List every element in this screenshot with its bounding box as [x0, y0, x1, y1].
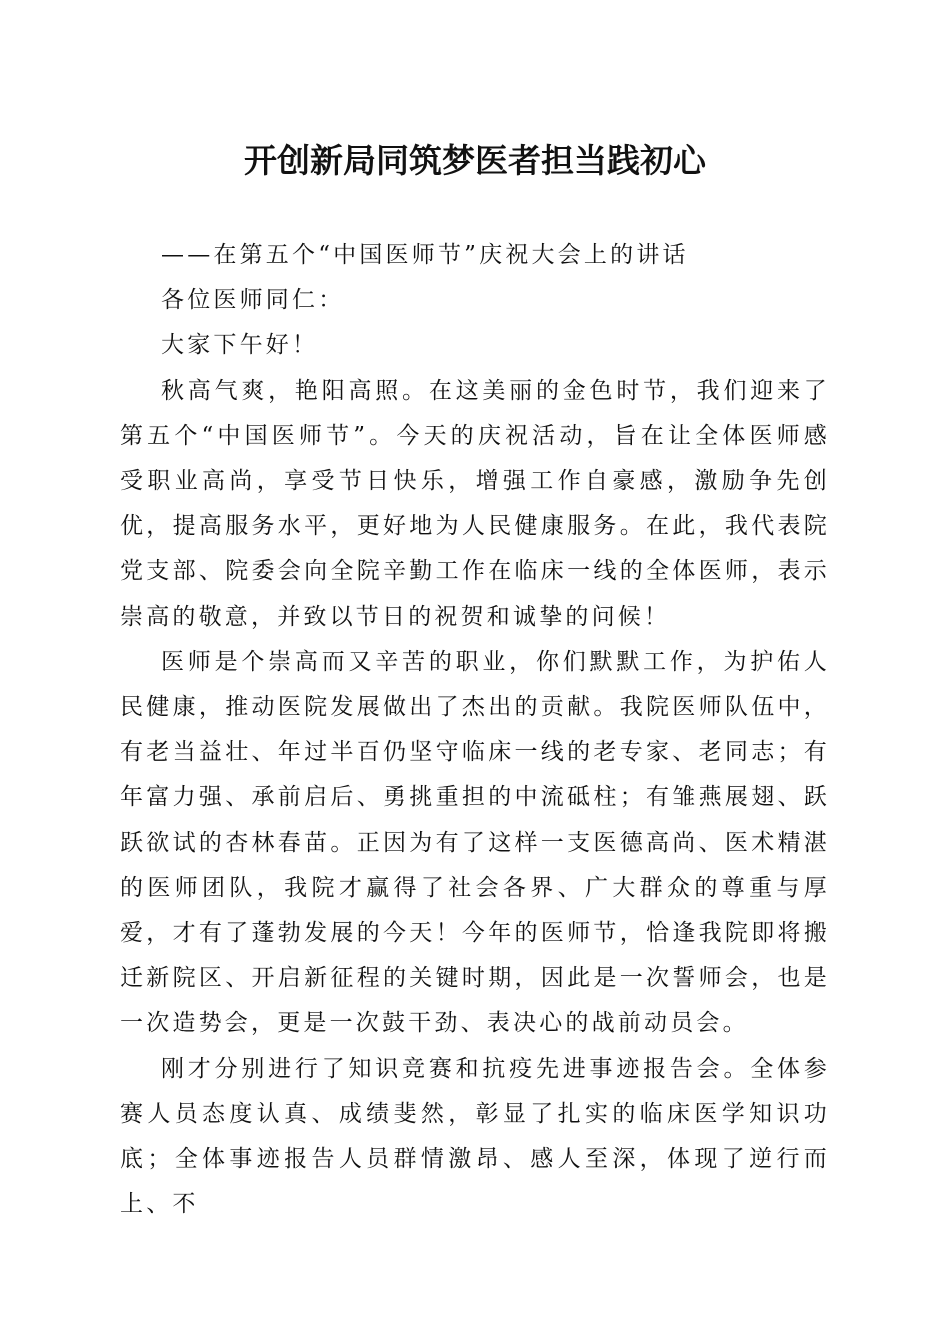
body-paragraph-2: 医师是个崇高而又辛苦的职业，你们默默工作，为护佑人民健康，推动医院发展做出了杰出的贡献。我院医师队伍中，有老当益壮、年过半百仍坚守临床一线的老专家、老同志；有年富力强、承前启后、勇挑重担的中流砥柱；有雏燕展翅、跃跃欲试的杏林春苗。正因为有了这样一支医德高尚、医术精湛的医师团队，我院才赢得了社会各界、广大群众的尊重与厚爱，才有了蓬勃发展的今天！今年的医师节，恰逢我院即将搬迁新院区、开启新征程的关键时期，因此是一次誓师会，也是一次造势会，更是一次鼓干劲、表决心的战前动员会。: [120, 648, 830, 1037]
greeting: 大家下午好！: [161, 332, 319, 359]
body-paragraph-1: 秋高气爽，艳阳高照。在这美丽的金色时节，我们迎来了第五个“中国医师节”。今天的庆祝活动，旨在让全体医师感受职业高尚，享受节日快乐，增强工作自豪感，激励争先创优，提高服务水平，更好地为人民健康服务。在此，我代表院党支部、院委会向全院辛勤工作在临床一线的全体医师，表示崇高的敬意，并致以节日的祝贺和诚挚的问候！: [120, 377, 830, 630]
document-title: 开创新局同筑梦医者担当践初心: [244, 141, 706, 180]
document-body: [120, 233, 830, 1227]
body-paragraph-3: 刚才分别进行了知识竞赛和抗疫先进事迹报告会。全体参赛人员态度认真、成绩斐然，彰显了扎实的临床医学知识功底；全体事迹报告人员群情激昂、感人至深，体现了逆行而上、不: [120, 1055, 830, 1218]
speech-subtitle: ——在第五个“中国医师节”庆祝大会上的讲话: [161, 242, 689, 268]
salutation: 各位医师同仁：: [161, 287, 345, 314]
